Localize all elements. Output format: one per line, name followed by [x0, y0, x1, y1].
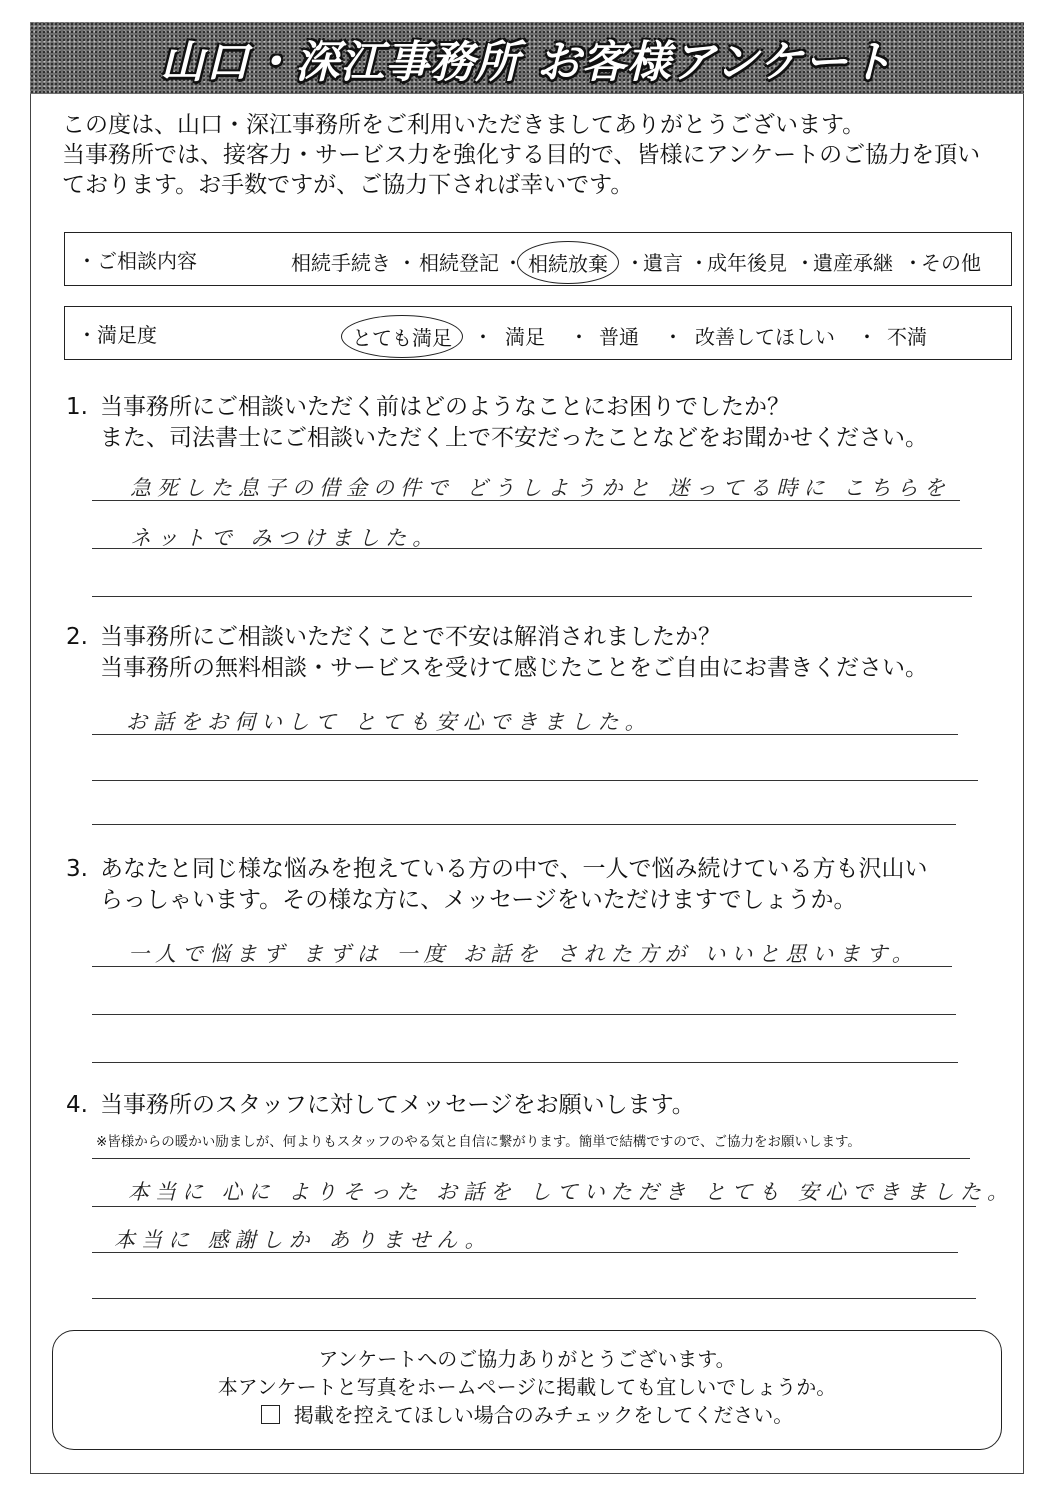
question-4-note: ※皆様からの暖かい励ましが、何よりもスタッフのやる気と自信に繋がります。簡単で結構ですので、ご協力をお願いします。 — [96, 1134, 861, 1150]
separator: ・ — [569, 325, 589, 349]
answer-3-line-1: 一人で悩まず まずは 一度 お話を された方が いいと思います。 — [128, 942, 919, 966]
consultation-option[interactable]: 遺産承継 — [813, 251, 893, 275]
question-1 — [66, 392, 928, 454]
survey-header — [30, 22, 1024, 94]
answer-rule — [92, 734, 958, 735]
consultation-option[interactable]: 成年後見 — [707, 251, 787, 275]
satisfaction-option[interactable]: 改善してほしい — [695, 325, 835, 349]
consultation-option-selected[interactable]: 相続放棄 — [517, 241, 619, 284]
answer-rule — [92, 548, 982, 549]
opt-out-checkbox[interactable] — [261, 1405, 280, 1424]
answer-rule — [92, 596, 972, 597]
separator: ・ — [397, 251, 417, 275]
answer-rule — [92, 1252, 958, 1253]
separator: ・ — [903, 251, 923, 275]
answer-4-line-2: 本当に 感謝しか ありません。 — [114, 1228, 492, 1252]
question-text: あなたと同じ様な悩みを抱えている方の中で、一人で悩み続けている方も沢山い — [100, 856, 928, 882]
footer-permission-question: 本アンケートと写真をホームページに掲載しても宜しいでしょうか。 — [217, 1375, 837, 1399]
question-text: 当事務所にご相談いただくことで不安は解消されましたか？ — [100, 624, 721, 650]
consultation-type-label: ・ご相談内容 — [77, 249, 197, 273]
footer-box — [52, 1330, 1002, 1450]
answer-1-line-2: ネットで みつけました。 — [130, 526, 440, 550]
satisfaction-option-selected[interactable]: とても満足 — [341, 315, 463, 358]
consultation-option[interactable]: 相続手続き — [291, 251, 391, 275]
intro-line: 当事務所では、接客力・サービス力を強化する目的で、皆様にアンケートのご協力を頂い — [62, 142, 981, 168]
question-text: 当事務所の無料相談・サービスを受けて感じたことをご自由にお書きください。 — [100, 655, 928, 681]
question-number: 3. — [66, 856, 88, 882]
question-4 — [66, 1090, 695, 1121]
separator: ・ — [663, 325, 683, 349]
answer-4-line-1: 本当に 心に よりそった お話を していただき とても 安心できました。 — [128, 1180, 1015, 1204]
separator: ・ — [503, 251, 523, 275]
answer-1-line-1: 急死した息子の借金の件で どうしようかと 迷ってる時に こちらを — [130, 476, 952, 500]
intro-text — [62, 110, 1012, 200]
question-text: 当事務所のスタッフに対してメッセージをお願いします。 — [100, 1092, 695, 1118]
opt-out-label: 掲載を控えてほしい場合のみチェックをしてください。 — [293, 1403, 794, 1427]
answer-rule — [92, 1014, 956, 1015]
answer-rule — [92, 966, 952, 967]
intro-line: この度は、山口・深江事務所をご利用いただきましてありがとうございます。 — [62, 112, 866, 138]
survey-title: 山口・深江事務所 お客様アンケート — [160, 37, 894, 88]
answer-rule — [92, 500, 960, 501]
answer-rule — [92, 1206, 976, 1207]
answer-2-line-1: お話をお伺いして とても安心できました。 — [126, 710, 652, 734]
question-number: 2. — [66, 624, 88, 650]
consultation-option[interactable]: その他 — [921, 251, 981, 275]
satisfaction-option[interactable]: 普通 — [599, 325, 639, 349]
consultation-option[interactable]: 相続登記 — [419, 251, 499, 275]
question-number: 4. — [66, 1092, 88, 1118]
consultation-type-box — [64, 232, 1012, 286]
footer-thanks: アンケートへのご協力ありがとうございます。 — [318, 1347, 736, 1371]
question-number: 1. — [66, 394, 88, 420]
satisfaction-option[interactable]: 満足 — [505, 325, 545, 349]
answer-rule — [92, 824, 956, 825]
separator: ・ — [857, 325, 877, 349]
footer-opt-out — [53, 1401, 1001, 1429]
answer-rule — [92, 780, 978, 781]
question-text: また、司法書士にご相談いただく上で不安だったことなどをお聞かせください。 — [100, 425, 928, 451]
question-text: らっしゃいます。その様な方に、メッセージをいただけますでしょうか。 — [100, 887, 857, 913]
separator: ・ — [689, 251, 709, 275]
separator: ・ — [795, 251, 815, 275]
separator: ・ — [625, 251, 645, 275]
answer-rule — [92, 1158, 970, 1159]
separator: ・ — [473, 325, 493, 349]
satisfaction-box — [64, 306, 1012, 360]
answer-rule — [92, 1062, 958, 1063]
answer-rule — [92, 1298, 976, 1299]
question-2 — [66, 622, 928, 684]
consultation-option[interactable]: 遺言 — [643, 251, 683, 275]
satisfaction-option[interactable]: 不満 — [887, 325, 927, 349]
satisfaction-label: ・満足度 — [77, 323, 157, 347]
intro-line: ております。お手数ですが、ご協力下されば幸いです。 — [62, 172, 634, 198]
question-text: 当事務所にご相談いただく前はどのようなことにお困りでしたか？ — [100, 394, 790, 420]
question-3 — [66, 854, 928, 916]
